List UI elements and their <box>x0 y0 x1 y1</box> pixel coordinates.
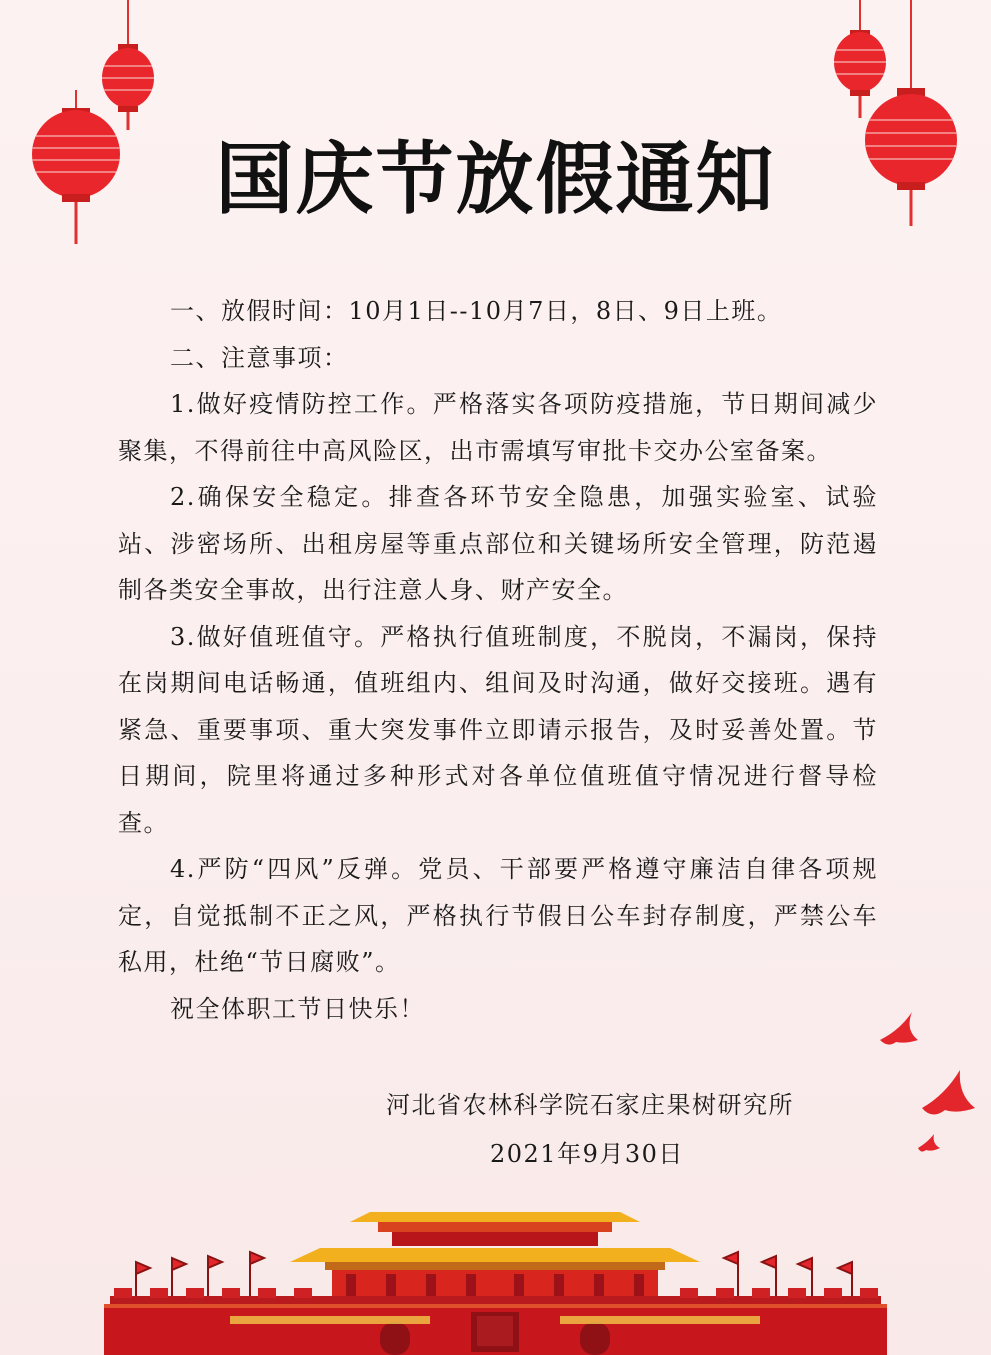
paragraph-duty: 3.做好值班值守。严格执行值班制度，不脱岗，不漏岗，保持在岗期间电话畅通，值班组内、组间及时沟通，做好交接班。遇有紧急、重要事项、重大突发事件立即请示报告，及时妥善处置。节日期间，院里将通过多种形式对各单位值班值守情况进行督导检查。 <box>118 622 878 837</box>
red-lantern-icon <box>834 0 886 118</box>
paragraph-holiday-time: 一、放假时间：10月1日--10月7日，8日、9日上班。 <box>170 297 783 325</box>
notice-body <box>118 288 878 1032</box>
paragraph-greeting: 祝全体职工节日快乐！ <box>170 994 425 1023</box>
signature-organization: 河北省农林科学院石家庄果树研究所 <box>386 1091 794 1119</box>
paragraph-epidemic: 1.做好疫情防控工作。严格落实各项防疫措施，节日期间减少聚集，不得前往中高风险区，出市需填写审批卡交办公室备案。 <box>118 390 878 465</box>
red-lantern-icon <box>102 0 154 130</box>
paragraph-notes-heading: 二、注意事项： <box>170 343 349 372</box>
notice-title: 国庆节放假通知 <box>215 135 776 225</box>
paragraph-safety: 2.确保安全稳定。排查各环节安全隐患，加强实验室、试验站、涉密场所、出租房屋等重点部位和关键场所安全管理，防范遏制各类安全事故，出行注意人身、财产安全。 <box>118 483 878 604</box>
paragraph-discipline: 4.严防“四风”反弹。党员、干部要严格遵守廉洁自律各项规定，自觉抵制不正之风，严格执行节假日公车封存制度，严禁公车私用，杜绝“节日腐败”。 <box>118 855 878 976</box>
signature-date: 2021年9月30日 <box>490 1140 684 1168</box>
